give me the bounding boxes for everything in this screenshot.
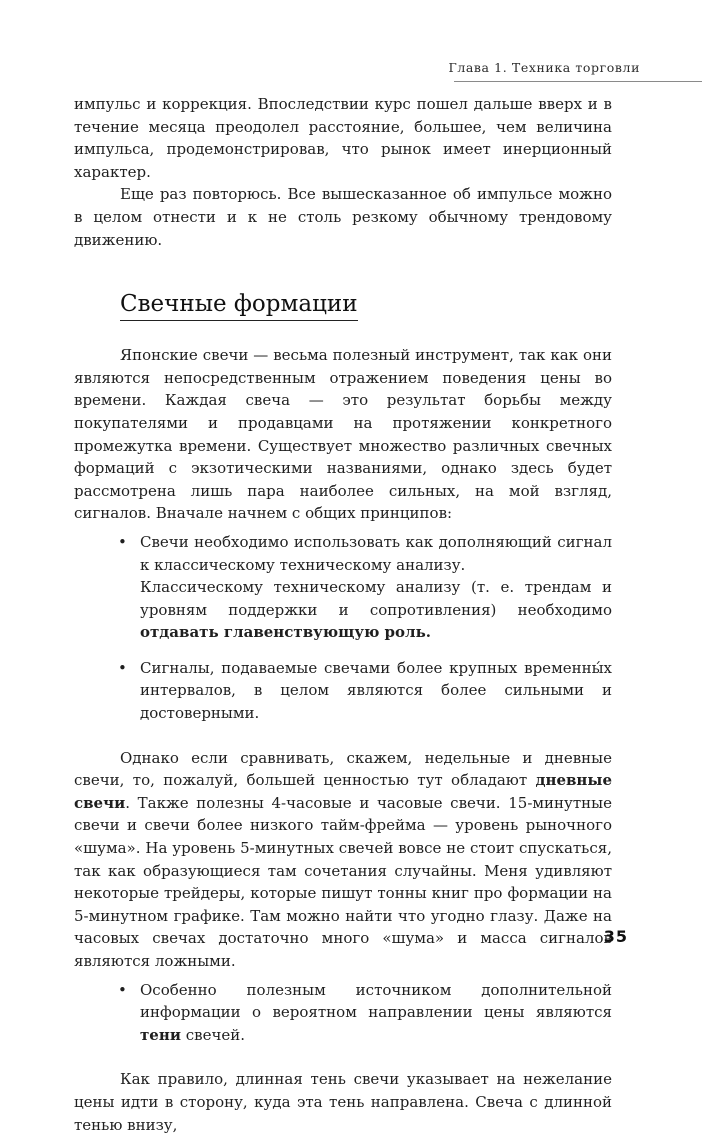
list-item: • Особенно полезным источником дополнительной информации о вероятном направлении цены являются тени свечей. — [118, 980, 612, 1044]
bullet-icon: • — [118, 658, 127, 677]
list-item — [74, 657, 612, 725]
list-item-text: Свечи необходимо использовать как дополняющий сигнал к классическому техническому анализу. — [140, 532, 612, 574]
list-item-text-2: Классическому техническому анализу (т. е. трендам и уровням поддержки и сопротивления) необходимо отдавать главенствующую роль. — [140, 578, 612, 642]
paragraph-candles-1: Японские свечи — весьма полезный инструмент, так как они являются непосредственным отражением поведения цены во времени. Каждая свеча — это результат борьбы между покупателями и продавцами на протяжении конкретного промежутка времени. Существует множество различных свечных формаций с экзотическими названиями, однако здесь будет рассмотрена лишь пара наиболее сильных, на мой взгляд, сигналов. Вначале начнем с общих принципов: — [74, 346, 612, 523]
section-heading: Свечные формации — [120, 289, 358, 321]
paragraph-intro-1: импульс и коррекция. Впоследствии курс пошел дальше вверх и в течение месяца преодолел расстояние, большее, чем величина импульса, продемонстрировав, что рынок имеет инерционный характер. — [74, 95, 612, 181]
emphasis-text: тени — [140, 1025, 181, 1044]
bullet-icon: • — [118, 532, 127, 551]
list-item — [74, 531, 612, 644]
emphasis-text: дневные свечи — [74, 771, 612, 812]
bullet-list-1 — [74, 531, 612, 725]
header-rule — [454, 81, 702, 82]
paragraph-intro-2: Еще раз повторюсь. Все вышесказанное об импульсе можно в целом отнести и к не столь резкому обычному трендовому движению. — [74, 185, 612, 249]
paragraph-candles-3: Как правило, длинная тень свечи указывает на нежелание цены идти в сторону, куда эта тень направлена. Свеча с длинной тенью внизу, — [74, 1070, 612, 1134]
bullet-icon: • — [118, 980, 127, 999]
page-number: 35 — [603, 927, 628, 946]
body-text — [74, 93, 612, 1136]
list-item-text: Сигналы, подаваемые свечами более крупных временны́х интервалов, в целом являются более сильными и достоверными. — [140, 658, 612, 723]
emphasis-text: отдавать главенствующую роль. — [140, 623, 432, 642]
running-header: Глава 1. Техника торговли — [448, 60, 640, 75]
bullet-list-2 — [74, 979, 612, 1047]
paragraph-candles-2: Однако если сравнивать, скажем, недельные и дневные свечи, то, пожалуй, большей ценностью тут обладают дневные свечи. Также полезны 4-часовые и часовые свечи. 15-минутные свечи и свечи более низкого тайм-фрейма — уровень рыночного «шума». На уровень 5-минутных свечей вовсе не стоит спускаться, так как образующиеся там сочетания случайны. Меня удивляют некоторые трейдеры, которые пишут тонны книг про формации на 5-минутном графике. Там можно найти что угодно глазу. Даже на часовых свечах достаточно много «шума» и масса сигналов являются ложными. — [74, 748, 612, 970]
